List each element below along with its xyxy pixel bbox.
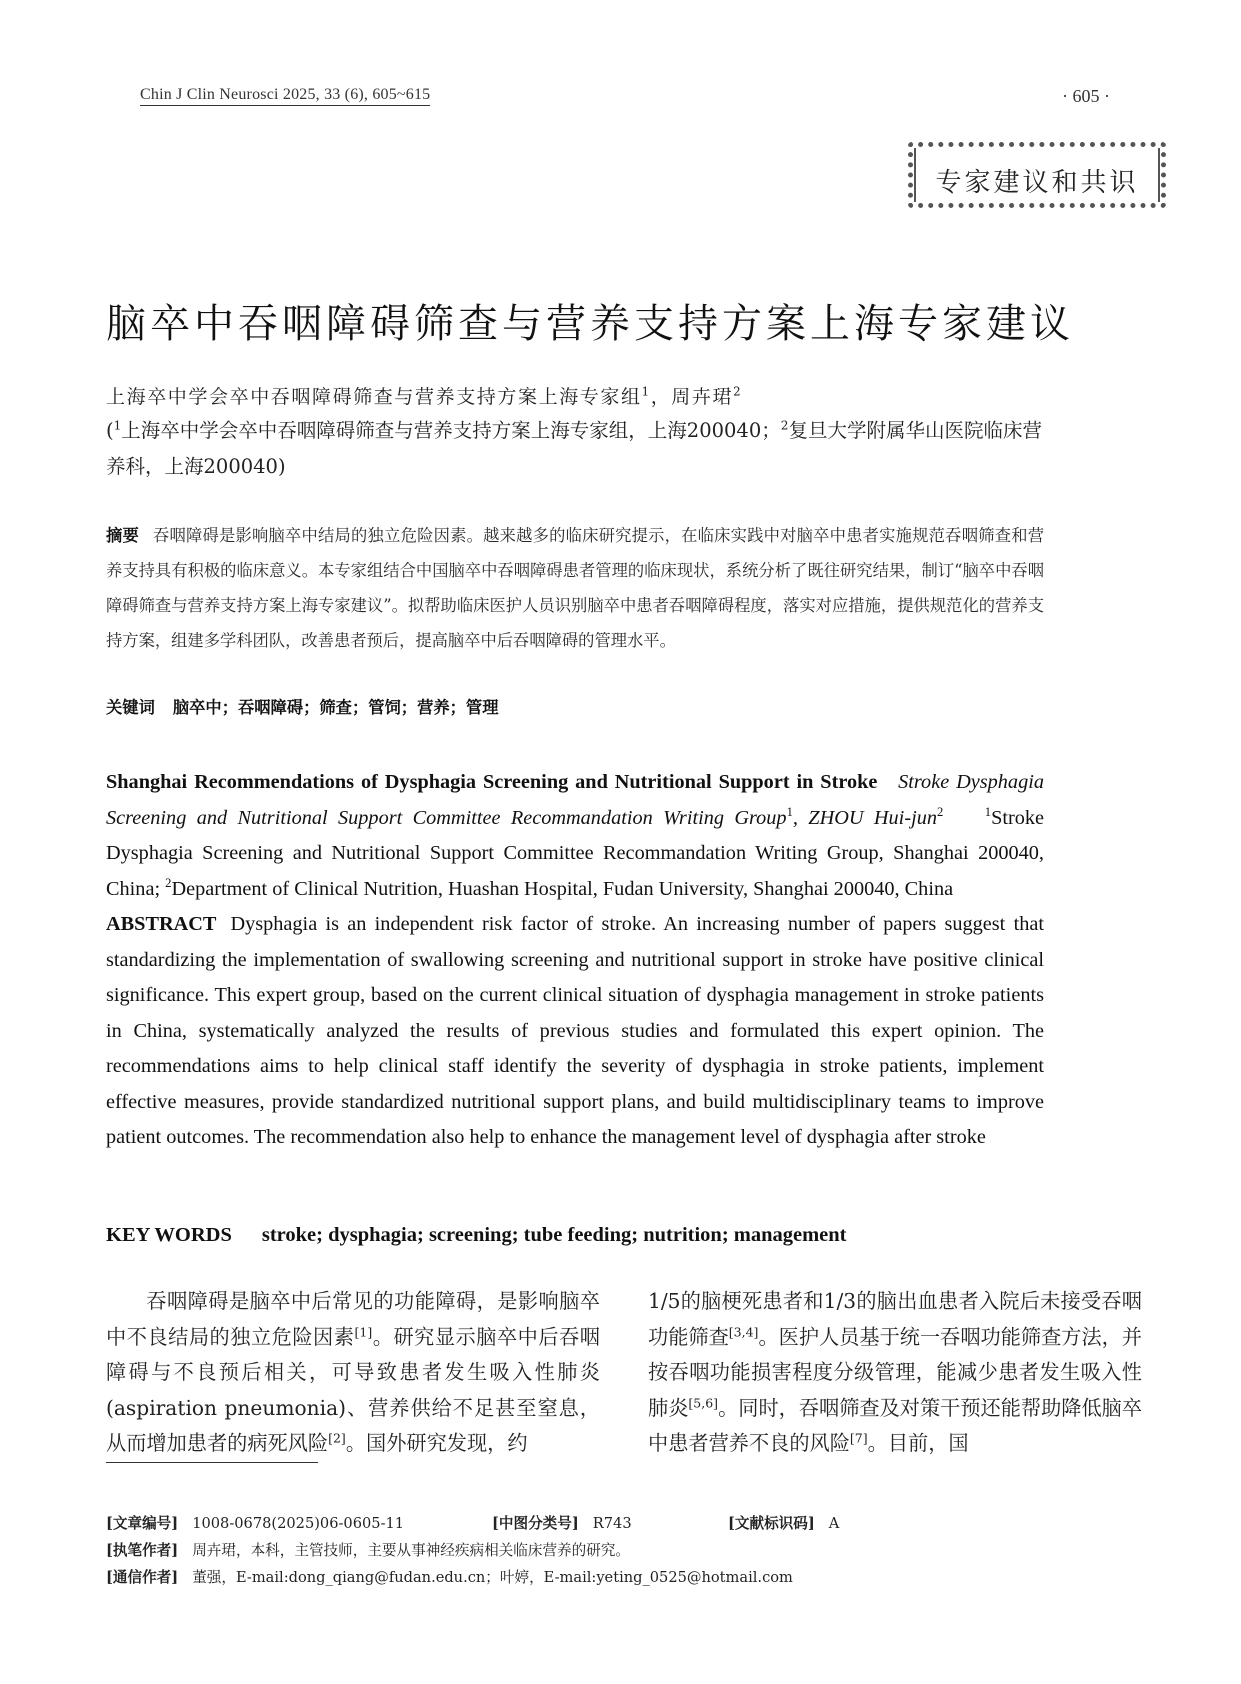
body-text: 。研究显示脑卒中后吞咽障碍与不良预后相关，可导致患者发生吸入性肺炎(aspiration pneumonia)、营养供给不足甚至窒息，从而增加患者的病死风险 xyxy=(106,1324,600,1456)
english-affil-2: Department of Clinical Nutrition, Huashan Hospital, Fudan University, Shanghai 200040, China xyxy=(171,877,954,900)
abstract-cn-text: 吞咽障碍是影响脑卒中结局的独立危险因素。越来越多的临床研究提示，在临床实践中对脑卒中患者实施规范吞咽筛查和营养支持具有积极的临床意义。本专家组结合中国脑卒中吞咽障碍患者管理的临床现状，系统分析了既往研究结果，制订“脑卒中吞咽障碍筛查与营养支持方案上海专家建议”。拟帮助临床医护人员识别脑卒中患者吞咽障碍程度，落实对应措施，提供规范化的营养支持方案，组建多学科团队，改善患者预后，提高脑卒中后吞咽障碍的管理水平。 xyxy=(106,526,1044,650)
body-text: 1/5的脑梗死患者和1/3的脑出血患者入院后未接受吞咽功能筛查 xyxy=(648,1289,1142,1349)
english-author-name: , ZHOU Hui-jun xyxy=(792,806,937,829)
keywords-en-label: KEY WORDS xyxy=(106,1224,232,1246)
footnote-label: [执笔作者] xyxy=(106,1542,179,1559)
footnote-value: 董强，E-mail:dong_qiang@fudan.edu.cn；叶婷，E-mail:yeting_0525@hotmail.com xyxy=(192,1569,793,1586)
body-text: 。医护人员基于统一吞咽功能筛查方法，并按吞咽功能损害程度分级管理，能减少患者发生吸入性肺炎 xyxy=(648,1324,1143,1420)
keywords-en-text: stroke; dysphagia; screening; tube feeding; nutrition; management xyxy=(261,1224,847,1246)
body-text: 。国外研究发现，约 xyxy=(345,1431,528,1456)
english-title: Shanghai Recommendations of Dysphagia Screening and Nutritional Support in Stroke xyxy=(106,771,878,793)
english-author-group: Stroke Dysphagia Screening and Nutritional Support Committee Recommandation Writing Group xyxy=(106,771,1044,829)
english-abstract-text: Dysphagia is an independent risk factor of stroke. An increasing number of papers suggest that standardizing the implementation of swallowing screening and nutritional support in stroke have positive clinical significance. This expert group, based on the current clinical situation of dysphagia management in stroke patients in China, systematically analyzed the results of previous studies and formulated this expert opinion. The recommendations aims to help clinical staff identify the severity of dysphagia in stroke patients, implement effective measures, provide standardized nutritional support plans, and build multidisciplinary teams to improve patient outcomes. The recommendation also help to enhance the management level of dysphagia after stroke xyxy=(106,913,1044,1148)
author-group: 上海卒中学会卒中吞咽障碍筛查与营养支持方案上海专家组 xyxy=(106,386,642,408)
english-abstract-label: ABSTRACT xyxy=(106,913,217,935)
footnote-value: 周卉珺，本科，主管技师，主要从事神经疾病相关临床营养的研究。 xyxy=(192,1542,631,1559)
body-text: 。同时，吞咽筛查及对策干预还能帮助降低脑卒中患者营养不良的风险 xyxy=(648,1395,1143,1456)
page-number: · 605 · xyxy=(1062,86,1110,106)
running-head: Chin J Clin Neurosci 2025, 33 (6), 605~615 xyxy=(140,86,430,106)
footnote-label: [通信作者] xyxy=(106,1569,179,1586)
authors-line xyxy=(106,382,742,409)
english-affil-sup: 2 xyxy=(165,875,172,890)
affil-2: 复旦大学附属华山医院临床营养科，上海200040) xyxy=(106,419,1042,478)
citation: [7] xyxy=(849,1430,868,1446)
affil-open: ( xyxy=(106,419,114,442)
citation: [5,6] xyxy=(688,1395,719,1411)
body-text: 。目前，国 xyxy=(867,1431,969,1456)
english-sup: 2 xyxy=(937,804,944,819)
body-column-left xyxy=(106,1284,600,1462)
abstract-cn-label: 摘要 xyxy=(106,526,140,545)
footnote-writer xyxy=(106,1539,630,1560)
citation: [3,4] xyxy=(728,1323,759,1339)
author-sup: 1 xyxy=(641,384,651,399)
article-title: 脑卒中吞咽障碍筛查与营养支持方案上海专家建议 xyxy=(106,301,1074,347)
footnote-correspondence xyxy=(106,1566,793,1587)
affil-1: 上海卒中学会卒中吞咽障碍筛查与营养支持方案上海专家组，上海200040； xyxy=(121,419,781,442)
english-affil-sup: 1 xyxy=(984,804,992,819)
column-category-label: 专家建议和共识 xyxy=(935,168,1139,198)
keywords-cn xyxy=(106,694,499,718)
keywords-cn-label: 关键词 xyxy=(106,698,155,717)
keywords-en xyxy=(106,1224,847,1247)
body-text: 吞咽障碍是脑卒中后常见的功能障碍，是影响脑卒中不良结局的独立危险因素 xyxy=(106,1289,600,1349)
footnote-label: [中图分类号] xyxy=(492,1515,579,1532)
column-category-box xyxy=(908,142,1166,208)
affil-sup: 2 xyxy=(780,418,789,433)
footnote-value: A xyxy=(828,1515,840,1532)
footnote-label: [文章编号] xyxy=(106,1515,179,1532)
footnote-value: 1008-0678(2025)06-0605-11 xyxy=(192,1515,405,1532)
footnote-article-number xyxy=(106,1512,404,1533)
english-abstract-block xyxy=(106,765,1044,1156)
citation: [1] xyxy=(354,1323,373,1339)
english-affil-1: Stroke Dysphagia Screening and Nutritional Support Committee Recommandation Writing Group, Shanghai 200040, China; xyxy=(106,806,1045,900)
body-column-right xyxy=(648,1284,1142,1462)
affil-sup: 1 xyxy=(113,418,122,433)
abstract-cn xyxy=(106,518,1044,658)
affiliations xyxy=(106,413,1046,485)
author-sup: 2 xyxy=(733,384,743,399)
english-sup: 1 xyxy=(786,804,793,819)
footnote-divider xyxy=(106,1462,318,1463)
keywords-cn-text: 脑卒中；吞咽障碍；筛查；管饲；营养；管理 xyxy=(172,698,499,717)
citation: [2] xyxy=(328,1430,346,1446)
footnote-clc xyxy=(492,1512,632,1533)
footnote-value: R743 xyxy=(592,1515,632,1532)
author-name: ，周卉珺 xyxy=(650,386,734,408)
footnote-doc-code xyxy=(728,1512,839,1533)
footnote-label: [文献标识码] xyxy=(728,1515,815,1532)
